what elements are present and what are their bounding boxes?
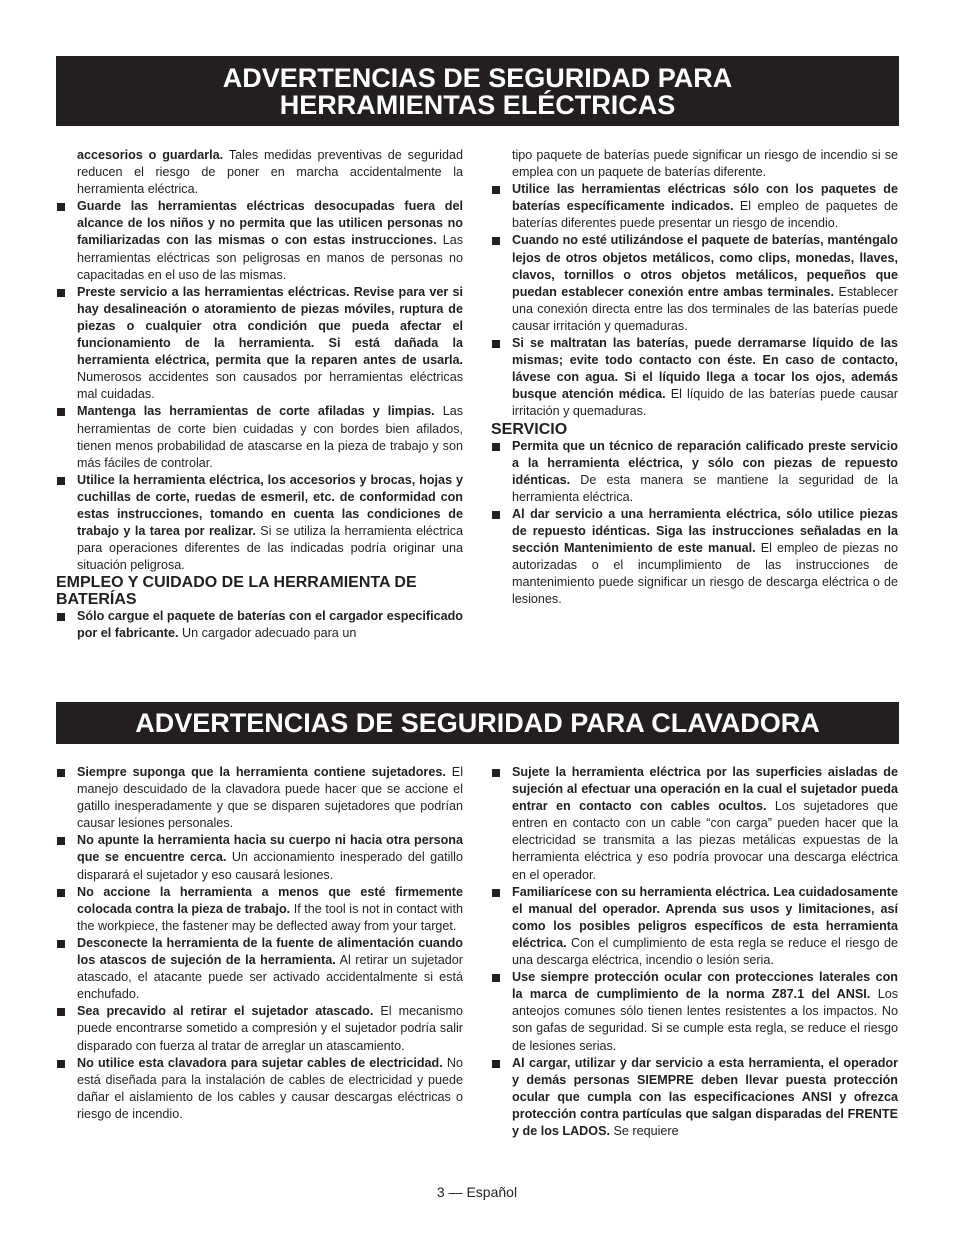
- top-section-banner: [56, 56, 899, 126]
- list-item: Al dar servicio a una herramienta eléctrica, sólo utilice piezas de repuesto idénticas. Siga las instrucciones señaladas en la sección Mantenimiento de este manual. El empleo de piezas no autorizadas o el incumplimiento de las instrucciones de mantenimiento puede significar un riesgo de descarga eléctrica o de lesiones.: [491, 506, 898, 609]
- list-item: Utilice las herramientas eléctricas sólo con los paquetes de baterías específicamente indicados. El empleo de paquetes de baterías diferentes puede presentar un riesgo de incendio.: [491, 181, 898, 232]
- list-item: Use siempre protección ocular con protecciones laterales con la marca de cumplimiento de la norma Z87.1 del ANSI. Los anteojos comunes sólo tienen lentes resistentes a los impactos. No son gafas de seguridad. Si se cumple esta regla, se reduce el riesgo de lesiones serias.: [491, 969, 898, 1054]
- nailer-section-banner: [56, 702, 899, 744]
- page-footer: 3 — Español: [436, 1184, 518, 1200]
- list-item: Mantenga las herramientas de corte afiladas y limpias. Las herramientas de corte bien cuidadas y con bordes bien afilados, tienen menos probabilidad de atascarse en la pieza de trabajo y son más fáciles de controlar.: [56, 403, 463, 471]
- list-item: No accione la herramienta a menos que esté firmemente colocada contra la pieza de trabajo. If the tool is not in contact with the workpiece, the fastener may be deflected away from your target.: [56, 884, 463, 935]
- list-item: Permita que un técnico de reparación calificado preste servicio a la herramienta eléctrica, y sólo con piezas de repuesto idénticas. De esta manera se mantiene la seguridad de la herramienta eléctrica.: [491, 438, 898, 506]
- list-item: Desconecte la herramienta de la fuente de alimentación cuando los atascos de sujeción de la herramienta. Al retirar un sujetador atascado, el atacante puede ser activado accidentalmente si está enchufado.: [56, 935, 463, 1003]
- list-item: Siempre suponga que la herramienta contiene sujetadores. El manejo descuidado de la clavadora puede hacer que se accione el gatillo inesperadamente y que se disparen sujetadores que podrían causar lesiones personales.: [56, 764, 463, 832]
- list-item: Al cargar, utilizar y dar servicio a esta herramienta, el operador y demás personas SIEMPRE deben llevar puesta protección ocular que cumpla con las especificaciones ANSI y ofrezca protección contra partículas que salgan disparadas del FRENTE y de los LADOS. Se requiere: [491, 1055, 898, 1140]
- section-heading-battery: EMPLEO Y CUIDADO DE LA HERRAMIENTA DE BATERÍAS: [56, 574, 417, 609]
- list-item: Cuando no esté utilizándose el paquete de baterías, manténgalo lejos de otros objetos metálicos, como clips, monedas, llaves, clavos, tornillos o otros objetos metálicos, pequeños que puedan establecer conexión entre ambas terminales. Establecer una conexión directa entre las dos terminales de las baterías puede causar irritación y quemaduras.: [491, 232, 898, 335]
- list-item: Sólo cargue el paquete de baterías con el cargador especificado por el fabricante. Un cargador adecuado para un: [56, 608, 463, 642]
- list-item: Guarde las herramientas eléctricas desocupadas fuera del alcance de los niños y no permita que las utilicen personas no familiarizadas con las mismas o con estas instrucciones. Las herramientas eléctricas son peligrosas en manos de personas no capacitadas en el uso de las mismas.: [56, 198, 463, 283]
- section-heading-service: SERVICIO: [491, 420, 568, 438]
- top-left-column: [56, 147, 463, 643]
- list-item: Preste servicio a las herramientas eléctricas. Revise para ver si hay desalineación o atoramiento de piezas móviles, ruptura de piezas o cualquier otra condición que pueda afectar el funcionamiento de la herramienta. Si está dañada la herramienta eléctrica, permita que la reparen antes de usarla. Numerosos accidentes son causados por herramientas eléctricas mal cuidadas.: [56, 284, 463, 404]
- continued-paragraph: tipo paquete de baterías puede significar un riesgo de incendio si se emplea con un paquete de baterías diferente.: [512, 148, 898, 180]
- list-item: Familiarícese con su herramienta eléctrica. Lea cuidadosamente el manual del operador. Aprenda sus usos y limitaciones, así como los posibles peligros específicos de esta herramienta eléctrica. Con el cumplimiento de esta regla se reduce el riesgo de una descarga eléctrica, incendio o lesión seria.: [491, 884, 898, 969]
- top-banner-line-1: ADVERTENCIAS DE SEGURIDAD PARA: [222, 63, 733, 93]
- bottom-right-column: [491, 764, 898, 1140]
- list-item: Sujete la herramienta eléctrica por las superficies aisladas de sujeción al efectuar una operación en la cual el sujetador pueda entrar en contacto con cables ocultos. Los sujetadores que entren en contacto con un cable “con carga” pueden hacer que la electricidad se transmita a las piezas metálicas expuestas de la herramienta eléctrica y eso podría provocar una descarga eléctrica en el operador.: [491, 764, 898, 884]
- top-banner-line-2: HERRAMIENTAS ELÉCTRICAS: [279, 90, 676, 120]
- continued-paragraph: accesorios o guardarla. Tales medidas preventivas de seguridad reducen el riesgo de poner en marcha accidentalmente la herramienta eléctrica.: [77, 148, 463, 197]
- list-item: No apunte la herramienta hacia su cuerpo ni hacia otra persona que se encuentre cerca. Un accionamiento inesperado del gatillo disparará el sujetador y eso causará lesiones.: [56, 832, 463, 883]
- list-item: Sea precavido al retirar el sujetador atascado. El mecanismo puede encontrarse sometido a compresión y el sujetador podría salir disparado con fuerza al tratar de arreglar un atascamiento.: [56, 1003, 463, 1054]
- list-item: Si se maltratan las baterías, puede derramarse líquido de las mismas; evite todo contacto con éste. En caso de contacto, lávese con agua. Si el líquido llega a tocar los ojos, además busque atención médica. El líquido de las baterías puede causar irritación y quemaduras.: [491, 335, 898, 420]
- bottom-left-column: [56, 764, 463, 1123]
- nailer-banner-title: ADVERTENCIAS DE SEGURIDAD PARA CLAVADORA: [135, 708, 820, 738]
- top-right-column: [491, 147, 898, 608]
- list-item: No utilice esta clavadora para sujetar cables de electricidad. No está diseñada para la instalación de cables de electricidad y puede dañar el aislamiento de los cables y causar descargas eléctricas o riesgo de incendio.: [56, 1055, 463, 1123]
- list-item: Utilice la herramienta eléctrica, los accesorios y brocas, hojas y cuchillas de corte, ruedas de esmeril, etc. de conformidad con estas instrucciones, tomando en cuenta las condiciones de trabajo y la tarea por realizar. Si se utiliza la herramienta eléctrica para operaciones diferentes de las indicadas podría originar una situación peligrosa.: [56, 472, 463, 575]
